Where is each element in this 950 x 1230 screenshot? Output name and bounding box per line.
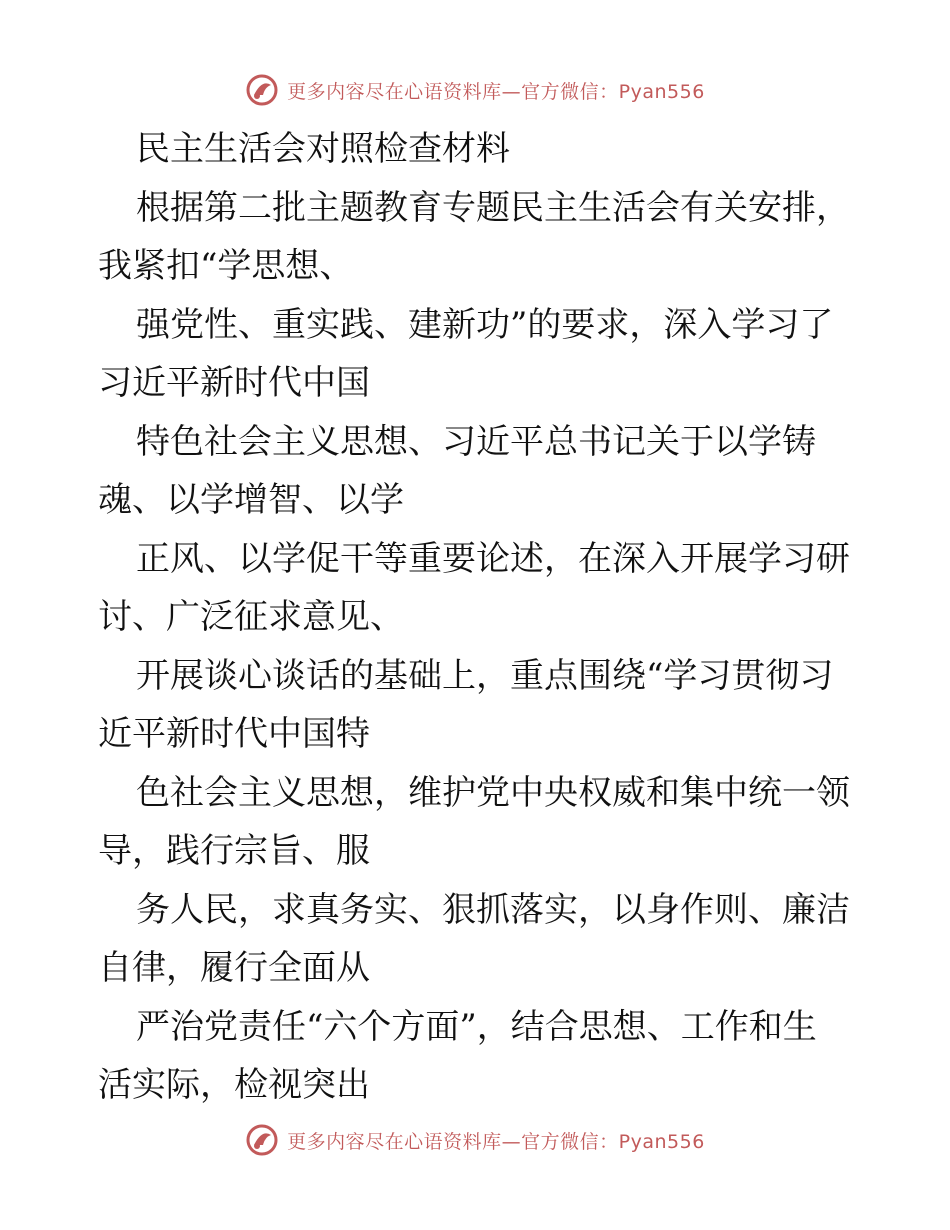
header-banner-text: 更多内容尽在心语资料库—官方微信：Pyan556 <box>287 80 705 103</box>
paragraph-line: 魂、以学增智、以学 <box>98 480 404 520</box>
paragraph-line: 务人民，求真务实、狠抓落实，以身作则、廉洁 <box>136 889 850 930</box>
paragraph-line: 导，践行宗旨、服 <box>98 831 370 871</box>
paragraph-line: 色社会主义思想，维护党中央权威和集中统一领 <box>136 772 850 813</box>
paragraph-line: 特色社会主义思想、习近平总书记关于以学铸 <box>136 421 816 462</box>
paragraph-line: 正风、以学促干等重要论述，在深入开展学习研 <box>136 538 850 579</box>
footer-banner-text: 更多内容尽在心语资料库—官方微信：Pyan556 <box>287 1130 705 1153</box>
paragraph-line: 自律，履行全面从 <box>98 948 370 988</box>
paragraph-line: 强党性、重实践、建新功”的要求，深入学习了 <box>136 304 834 345</box>
paragraph-line: 习近平新时代中国 <box>98 363 370 403</box>
stylized-logo-icon <box>245 73 279 107</box>
paragraph-line: 我紧扣“学思想、 <box>98 246 354 286</box>
document-body <box>98 120 858 1115</box>
stylized-logo-icon <box>245 1123 279 1157</box>
paragraph-line: 开展谈心谈话的基础上，重点围绕“学习贯彻习 <box>136 655 834 696</box>
paragraph-line: 严治党责任“六个方面”，结合思想、工作和生 <box>136 1006 817 1047</box>
paragraph-line: 根据第二批主题教育专题民主生活会有关安排， <box>136 187 850 228</box>
paragraph-line: 近平新时代中国特 <box>98 714 370 754</box>
footer-banner <box>0 1120 950 1160</box>
paragraph-line: 活实际，检视突出 <box>98 1065 370 1105</box>
paragraph-line: 讨、广泛征求意见、 <box>98 597 404 637</box>
document-title: 民主生活会对照检查材料 <box>136 129 510 169</box>
header-banner <box>0 70 950 110</box>
